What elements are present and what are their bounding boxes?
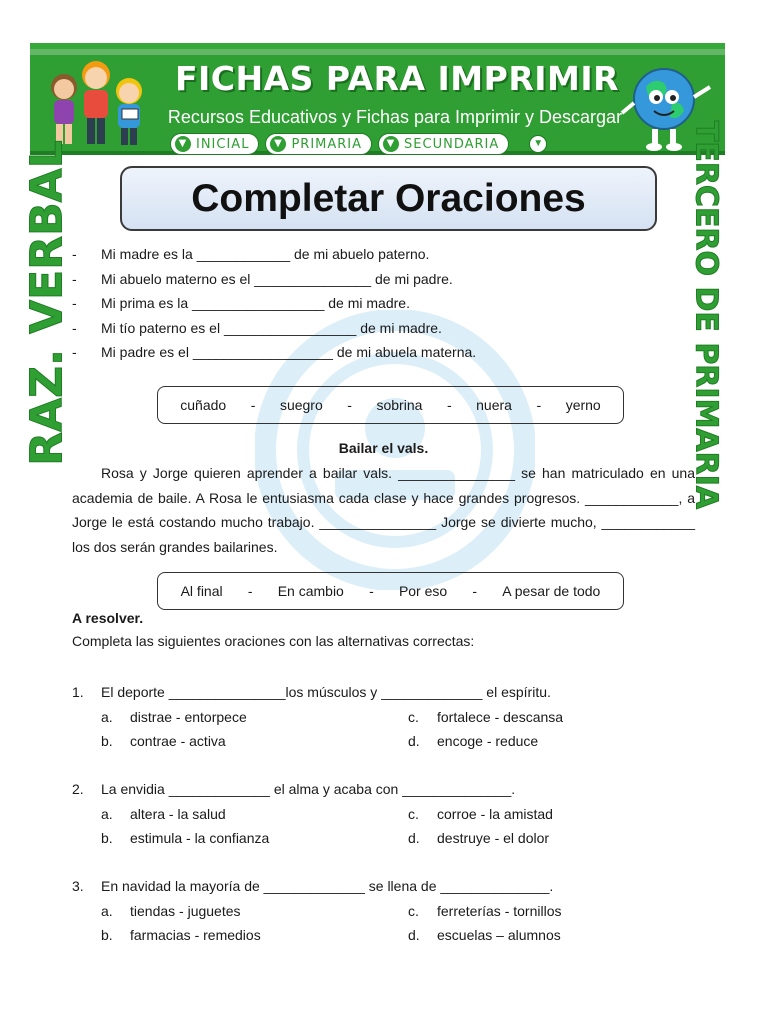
option-letter: c.: [408, 805, 419, 822]
word-bank-item: sobrina: [376, 397, 423, 413]
word-bank-item: suegro: [279, 397, 323, 413]
kids-illustration: [38, 53, 156, 153]
list-item: [72, 316, 632, 341]
level-label: SECUNDARIA: [404, 136, 500, 152]
question-stem: [72, 680, 632, 705]
word-bank-connectors: [157, 572, 624, 610]
option-letter: a.: [101, 902, 113, 919]
arrow-down-icon: ▼: [175, 136, 191, 152]
question-text: En navidad la mayoría de _____________ se llena de ______________.: [101, 878, 554, 894]
arrow-down-icon: ▼: [383, 136, 399, 152]
option-text: altera - la salud: [130, 805, 226, 822]
option-letter: a.: [101, 708, 113, 725]
bullet-dash: -: [72, 295, 77, 311]
question-options: [72, 705, 632, 754]
sentence-text: Mi abuelo materno es el _______________ de mi padre.: [101, 270, 453, 287]
list-item: [72, 340, 632, 365]
question-number: 3.: [72, 878, 84, 894]
option-letter: d.: [408, 733, 420, 749]
story-text: Rosa y Jorge quieren aprender a bailar vals. _______________ se han matriculado en una academia de baile. A Rosa le entusiasma cada clase y hace grandes progresos. ____________, a Jorge le está costando mucho trabajo. _______________ Jorge se divierte mucho, ____________ los dos serán grandes bailarines.: [72, 465, 695, 555]
question-2: [72, 777, 632, 851]
option-text: estimula - la confianza: [130, 830, 270, 846]
section-instruction: Completa las siguientes oraciones con las alternativas correctas:: [72, 633, 475, 649]
word-bank-item: Al final: [180, 583, 223, 599]
option-letter: c.: [408, 708, 419, 725]
bullet-dash: -: [72, 319, 77, 336]
option-text: tiendas - juguetes: [130, 902, 241, 919]
option-letter: c.: [408, 902, 419, 919]
word-separator: -: [369, 583, 374, 599]
story-paragraph: [72, 461, 695, 559]
sentence-text: Mi tío paterno es el _________________ de mi madre.: [101, 319, 442, 336]
question-options: [72, 899, 632, 948]
level-link-primaria[interactable]: [265, 133, 372, 155]
option-text: farmacias - remedios: [130, 927, 261, 943]
option-letter: b.: [101, 830, 113, 846]
option-text: encoge - reduce: [437, 733, 539, 749]
option-text: contrae - activa: [130, 733, 226, 749]
level-label: INICIAL: [196, 136, 250, 152]
option-text: ferreterías - tornillos: [437, 902, 562, 919]
word-bank-family: [157, 386, 624, 424]
list-item: [72, 267, 632, 292]
word-bank-item: A pesar de todo: [502, 583, 601, 599]
level-nav: [170, 133, 547, 155]
word-separator: -: [250, 397, 256, 413]
question-number: 2.: [72, 781, 84, 797]
option-letter: d.: [408, 830, 420, 846]
question-1: [72, 680, 632, 754]
header-banner: [30, 43, 725, 155]
bullet-dash: -: [72, 246, 77, 262]
word-separator: -: [347, 397, 352, 413]
question-3: [72, 874, 632, 948]
sentence-text: Mi prima es la _________________ de mi madre.: [101, 295, 410, 311]
bullet-dash: -: [72, 270, 77, 287]
word-bank-item: En cambio: [277, 583, 344, 599]
option-letter: b.: [101, 927, 113, 943]
word-separator: -: [472, 583, 478, 599]
word-bank-item: Por eso: [398, 583, 448, 599]
word-separator: -: [536, 397, 542, 413]
option-text: distrae - entorpece: [130, 708, 247, 725]
subject-side-label: [21, 139, 73, 466]
sentence-text: Mi padre es el __________________ de mi abuela materna.: [101, 344, 477, 360]
option-text: escuelas – alumnos: [437, 927, 561, 943]
level-label: PRIMARIA: [291, 136, 363, 152]
level-link-secundaria[interactable]: [378, 133, 509, 155]
question-number: 1.: [72, 684, 84, 700]
option-letter: a.: [101, 805, 113, 822]
page-title-box: [120, 166, 657, 231]
word-bank-item: nuera: [476, 397, 512, 413]
word-bank-item: cuñado: [180, 397, 227, 413]
question-options: [72, 802, 632, 851]
grade-side-label: [685, 120, 727, 510]
sentence-list: [72, 242, 632, 365]
sentence-text: Mi madre es la ____________ de mi abuelo paterno.: [101, 246, 430, 262]
list-item: [72, 291, 632, 316]
option-letter: d.: [408, 927, 420, 943]
question-text: El deporte _______________los músculos y _____________ el espíritu.: [101, 684, 551, 700]
word-separator: -: [247, 583, 253, 599]
word-bank-item: yerno: [565, 397, 601, 413]
arrow-down-icon: ▼: [529, 135, 547, 153]
option-text: destruye - el dolor: [437, 830, 550, 846]
level-link-inicial[interactable]: [170, 133, 259, 155]
option-text: corroe - la amistad: [437, 805, 553, 822]
question-stem: [72, 874, 632, 899]
grade-text: TERCERO DE PRIMARIA: [688, 120, 724, 510]
subject-text: RAZ. VERBAL: [21, 139, 73, 466]
word-separator: -: [446, 397, 452, 413]
banner-title: FICHAS PARA IMPRIMIR: [174, 59, 620, 98]
story-title: Bailar el vals.: [338, 440, 429, 456]
section-title: A resolver.: [72, 610, 144, 626]
question-text: La envidia _____________ el alma y acaba con ______________.: [101, 781, 516, 797]
question-stem: [72, 777, 632, 802]
list-item: [72, 242, 632, 267]
bullet-dash: -: [72, 344, 77, 360]
option-text: fortalece - descansa: [437, 708, 564, 725]
page-title: Completar Oraciones: [191, 177, 586, 220]
option-letter: b.: [101, 733, 113, 749]
arrow-down-icon: ▼: [270, 136, 286, 152]
banner-subtitle: Recursos Educativos y Fichas para Imprimir y Descargar: [167, 107, 623, 127]
